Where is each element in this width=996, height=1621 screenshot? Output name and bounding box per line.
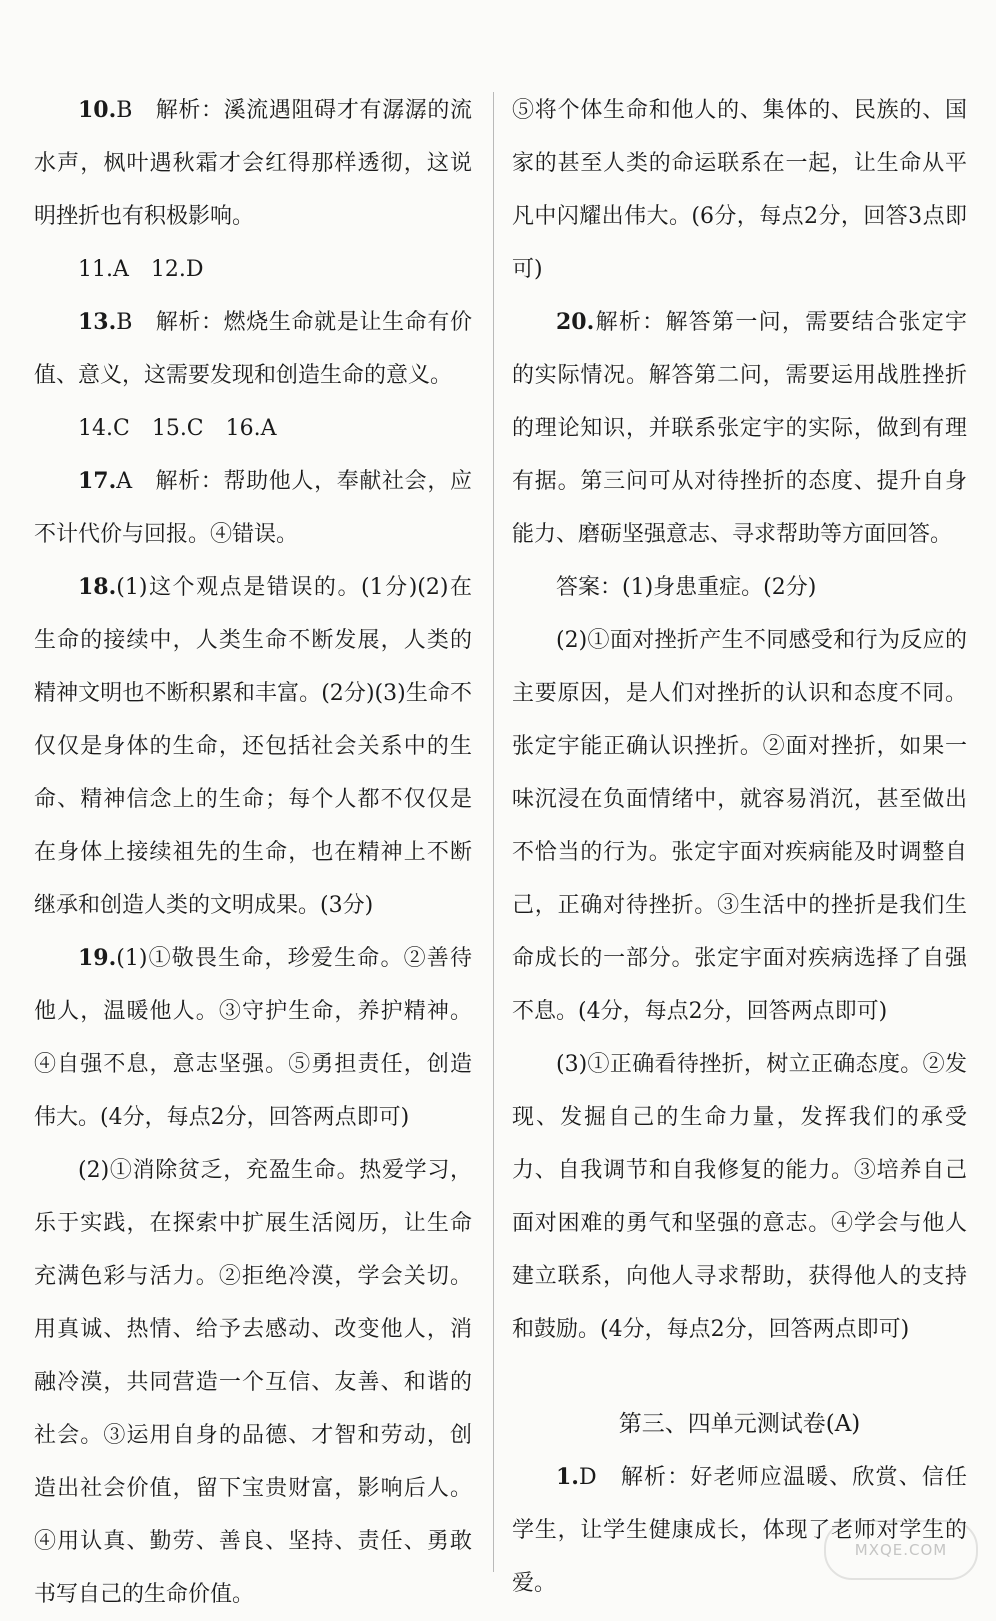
answer-19-part2: (2)①消除贫乏，充盈生命。热爱学习，乐于实践，在探索中扩展生活阅历，让生命充满色彩与活力。②拒绝冷漠，学会关切。用真诚、热情、给予去感动、改变他人，消融冷漠，共同营造一个互信、友善、和谐的社会。③运用自身的品德、才智和劳动，创造出社会价值，留下宝贵财富，影响后人。④用认真、勤劳、善良、坚持、责任、勇敢书写自己的生命价值。 [34, 1158, 472, 1607]
answer-20-analysis: 20.解析：解答第一问，需要结合张定宇的实际情况。解答第二问，需要运用战胜挫折的理论知识，并联系张定宇的实际，做到有理有据。第三问可从对待挫折的态度、提升自身能力、磨砺坚强意志、寻求帮助等方面回答。 [512, 309, 967, 547]
answer-20-part1: 答案：(1)身患重症。(2分) [556, 575, 817, 600]
answer-19-part1: 19.(1)①敬畏生命，珍爱生命。②善待他人，温暖他人。③守护生命，养护精神。④自强不息，意志坚强。⑤勇担责任，创造伟大。(4分，每点2分，回答两点即可) [34, 945, 472, 1130]
answer-10: 10.B 解析：溪流遇阻碍才有潺潺的流水声，枫叶遇秋霜才会红得那样透彻，这说明挫折也有积极影响。 [34, 97, 472, 229]
answer-14-16: 14.C 15.C 16.A [78, 416, 277, 441]
left-column [34, 84, 472, 1621]
answer-19-continued: ⑤将个体生命和他人的、集体的、民族的、国家的甚至人类的命运联系在一起，让生命从平凡中闪耀出伟大。(6分，每点2分，回答3点即可) [512, 98, 967, 282]
section-title: 第三、四单元测试卷(A) [618, 1411, 861, 1437]
answer-20-part3: (3)①正确看待挫折，树立正确态度。②发现、发掘自己的生命力量，发挥我们的承受力、自我调节和自我修复的能力。③培养自己面对困难的勇气和坚强的意志。④学会与他人建立联系，向他人寻求帮助，获得他人的支持和鼓励。(4分，每点2分，回答两点即可) [512, 1052, 967, 1342]
answer-13: 13.B 解析：燃烧生命就是让生命有价值、意义，这需要发现和创造生命的意义。 [34, 309, 472, 388]
answer-17: 17.A 解析：帮助他人，奉献社会，应不计代价与回报。④错误。 [34, 468, 472, 547]
column-divider [493, 92, 494, 1572]
answer-18: 18.(1)这个观点是错误的。(1分)(2)在生命的接续中，人类生命不断发展，人类的精神文明也不断积累和丰富。(2分)(3)生命不仅仅是身体的生命，还包括社会关系中的生命、精神信念上的生命；每个人都不仅仅是在身体上接续祖先的生命，也在精神上不断继承和创造人类的文明成果。(3分) [34, 574, 472, 918]
section-answer-1: 1.D 解析：好老师应温暖、欣赏、信任学生，让学生健康成长，体现了老师对学生的爱。 [512, 1464, 967, 1596]
right-column [512, 84, 967, 1610]
answer-20-part2: (2)①面对挫折产生不同感受和行为反应的主要原因，是人们对挫折的认识和态度不同。张定宇能正确认识挫折。②面对挫折，如果一味沉浸在负面情绪中，就容易消沉，甚至做出不恰当的行为。张定宇面对疾病能及时调整自己，正确对待挫折。③生活中的挫折是我们生命成长的一部分。张定宇面对疾病选择了自强不息。(4分，每点2分，回答两点即可) [512, 628, 967, 1024]
answer-11-12: 11.A 12.D [78, 257, 204, 282]
watermark-logo: MXQE.COM [824, 1520, 978, 1580]
